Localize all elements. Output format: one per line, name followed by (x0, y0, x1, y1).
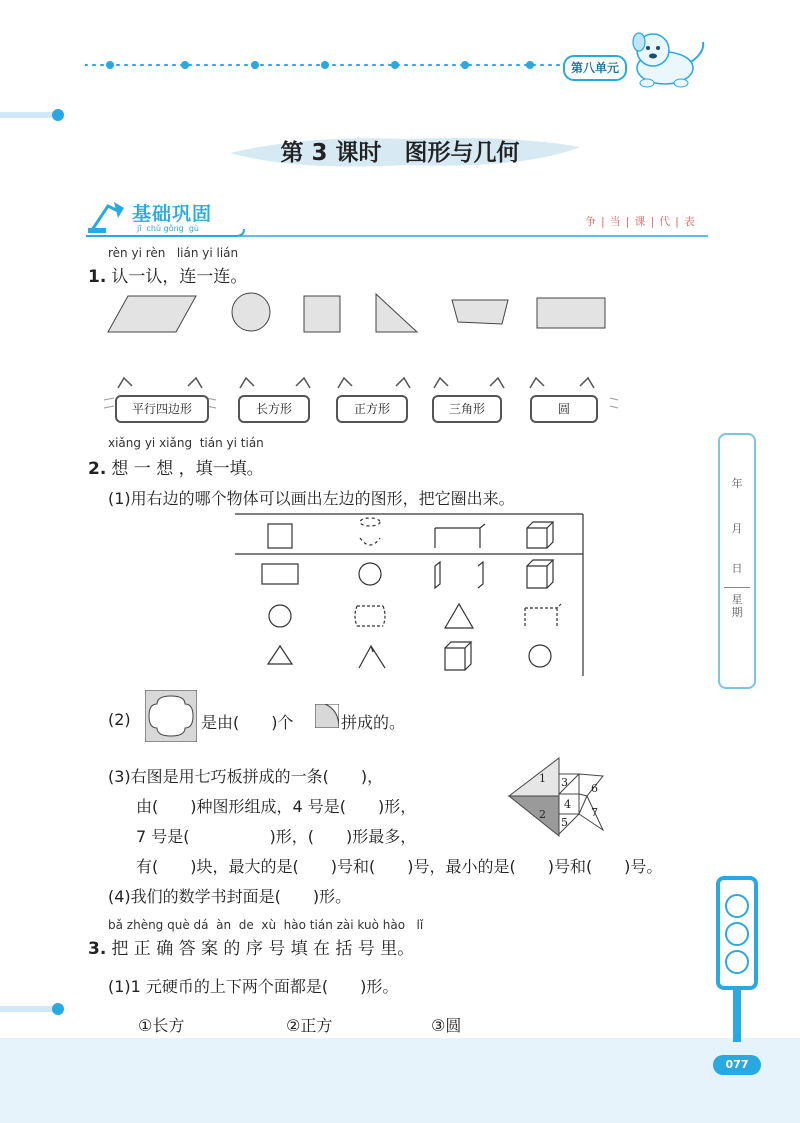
header-dotted-line (85, 55, 565, 75)
day-label: 日 (731, 562, 743, 575)
dog-mascot-icon (625, 28, 710, 90)
cube-object-2 (527, 560, 553, 588)
thin-box-object (435, 562, 483, 588)
weekday-label: 星期 (731, 593, 743, 619)
label-triangle[interactable] (432, 395, 502, 423)
rectangle-figure (262, 564, 298, 584)
q3-number: 3. (88, 939, 107, 959)
triangle-figure (268, 646, 292, 664)
q2-number: 2. (88, 459, 107, 479)
q2-object-table (235, 512, 585, 677)
left-deco-line-2 (0, 1000, 70, 1020)
section-underline (86, 228, 711, 240)
page-number-badge (713, 1055, 761, 1075)
traffic-light-icon (714, 876, 760, 1044)
section-title: 基础巩固 (132, 203, 213, 225)
cube-object (527, 522, 553, 548)
flower-shape-icon (145, 690, 197, 742)
label-rectangle[interactable] (238, 395, 310, 423)
award-char: 课 (634, 215, 651, 228)
cuboid-object (525, 604, 561, 626)
rectangle-shape (537, 298, 605, 328)
q3-pinyin: bǎ zhèng què dá àn de xù hào tián zài kuò hào lǐ (108, 918, 424, 932)
q3-option-a[interactable]: ①长方 (138, 1016, 185, 1035)
q3-text: 把 正 确 答 案 的 序 号 填 在 括 号 里。 (111, 939, 415, 959)
circle-object-2 (529, 645, 551, 667)
label-text: 正方形 (353, 402, 390, 416)
q1-text: 认一认，连一连。 (111, 267, 248, 287)
q1-number: 1. (88, 267, 107, 287)
award-char: 当 (609, 215, 626, 228)
unit-badge (563, 55, 627, 81)
q2-sub1: (1)用右边的哪个物体可以画出左边的图形，把它圈出来。 (108, 489, 515, 508)
label-text: 长方形 (255, 402, 292, 416)
label-square[interactable] (336, 395, 408, 423)
lesson-title: 第 3 课时 图形与几何 (280, 140, 520, 166)
q2-sub3-line3: 7 号是( )形，( )形最多， (136, 827, 417, 846)
quadrilateral-shape (452, 300, 508, 324)
q2-sub2-suffix: 拼成的。 (341, 713, 406, 732)
square-figure (268, 524, 292, 548)
q2-sub3-line2: 由( )种图形组成，4 号是( )形， (136, 797, 417, 816)
month-label: 月 (731, 522, 743, 535)
q3-sub1: (1)1 元硬币的上下两个面都是( )形。 (108, 977, 399, 996)
award-char: 代 (659, 215, 676, 228)
cylinder-object (360, 518, 380, 526)
year-label: 年 (731, 477, 743, 490)
tangram-label: 2 (539, 808, 546, 821)
q2-text: 想 一 想 ，填一填。 (111, 459, 264, 479)
tangram-label: 7 (591, 806, 598, 819)
tangram-label: 3 (561, 776, 568, 789)
q3-option-b[interactable]: ②正方 (286, 1016, 333, 1035)
section-pinyin: jī chǔ gǒng gù (137, 224, 199, 233)
tangram-label: 6 (591, 782, 598, 795)
q2-line (88, 454, 264, 479)
triangle-object (445, 604, 473, 628)
prism-object (435, 524, 485, 548)
q3-line (88, 934, 414, 959)
circle-figure (269, 605, 291, 627)
label-circle[interactable] (530, 395, 598, 423)
tangram-fish (505, 756, 615, 842)
award-char: 争 (585, 215, 601, 228)
unit-badge-label: 第八单元 (570, 61, 619, 75)
tent-object (359, 646, 385, 668)
award-label: 争|当|课|代|表 (585, 215, 700, 228)
q1-line (88, 262, 247, 287)
tangram-label: 1 (539, 772, 546, 785)
circle-shape (232, 293, 270, 331)
label-text: 三角形 (448, 402, 485, 416)
q2-sub4: (4)我们的数学书封面是( )形。 (108, 887, 352, 906)
q2-sub2-prefix: (2) (108, 710, 131, 729)
box-object (445, 642, 471, 670)
label-text: 平行四边形 (131, 402, 192, 416)
tangram-label: 4 (564, 798, 571, 811)
q2-sub2-mid: 是由( )个 (201, 713, 294, 732)
q1-pinyin: rèn yi rèn lián yi lián (108, 246, 239, 260)
side-tab-divider (724, 587, 750, 588)
square-shape (304, 296, 340, 332)
label-text: 圆 (557, 402, 570, 416)
date-side-tab (718, 433, 756, 689)
label-parallelogram[interactable] (115, 395, 209, 423)
parallelogram-shape (108, 296, 196, 332)
tangram-piece-1 (509, 758, 559, 796)
q2-pinyin: xiǎng yi xiǎng tián yi tián (108, 436, 264, 450)
bottom-band (0, 1038, 800, 1123)
award-char: 表 (683, 215, 700, 228)
q2-sub3-line4: 有( )块，最大的是( )号和( )号，最小的是( )号和( )号。 (136, 857, 663, 876)
tangram-label: 5 (561, 816, 568, 829)
q3-option-c[interactable]: ③圆 (431, 1016, 462, 1035)
tangram-piece-2 (509, 796, 559, 836)
circle-object (359, 563, 381, 585)
left-deco-line (0, 106, 70, 126)
page-number: 077 (725, 1058, 749, 1071)
triangle-shape (376, 294, 417, 332)
q2-sub3-line1: (3)右图是用七巧板拼成的一条( )， (108, 767, 384, 786)
can-object (355, 606, 385, 626)
quarter-shape-icon (315, 704, 339, 728)
q1-shapes (100, 288, 620, 338)
